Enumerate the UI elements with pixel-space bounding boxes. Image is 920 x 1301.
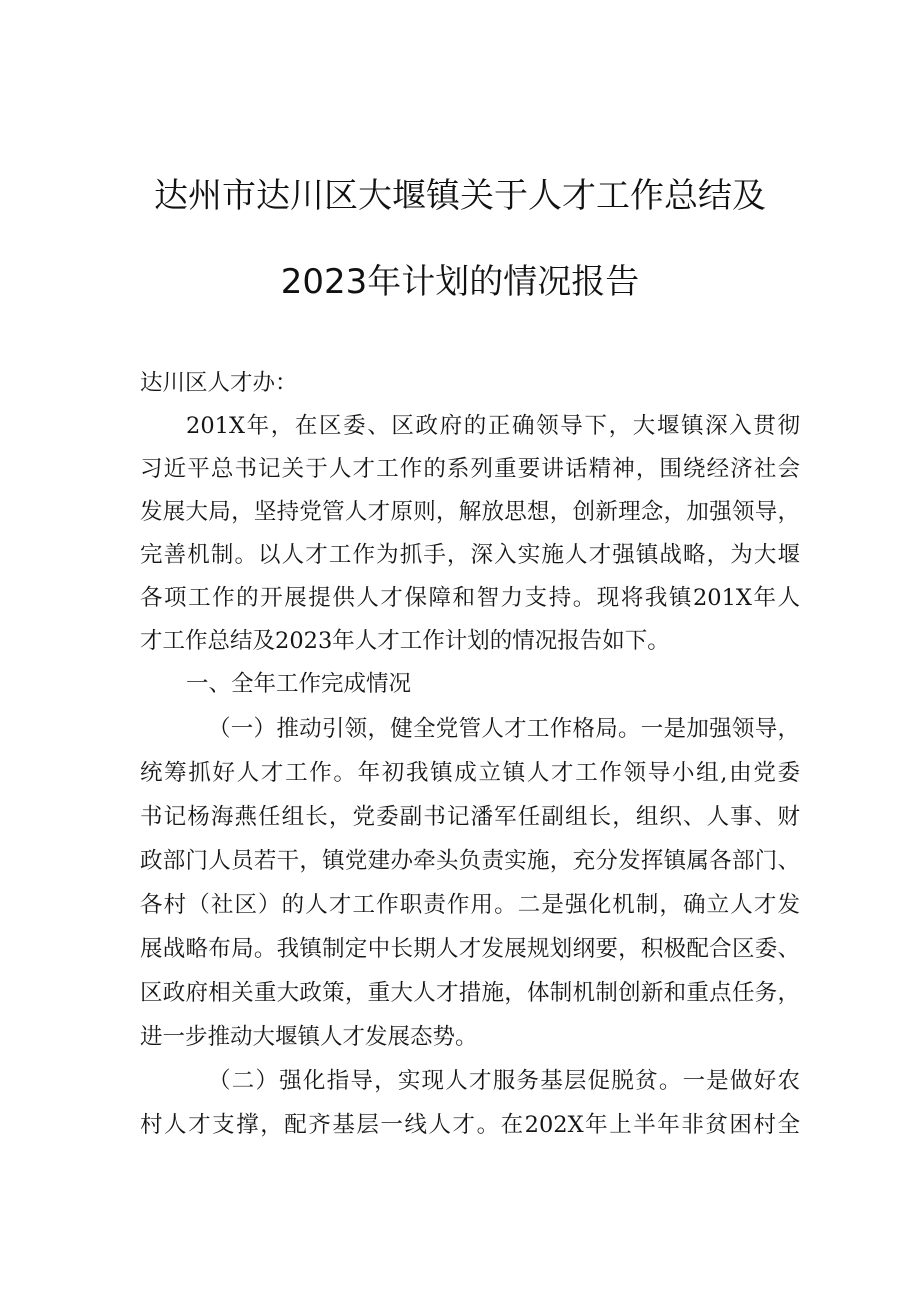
paragraph-line: 书记杨海燕任组长，党委副书记潘军任副组长，组织、人事、财	[140, 804, 800, 830]
paragraph-line: 201X年，在区委、区政府的正确领导下，大堰镇深入贯彻	[186, 413, 800, 439]
paragraph-line: 村人才支撑，配齐基层一线人才。在202X年上半年非贫困村全	[140, 1112, 800, 1138]
salutation: 达川区人才办：	[140, 370, 298, 396]
paragraph-line: 完善机制。以人才工作为抓手，深入实施人才强镇战略，为大堰	[140, 542, 800, 568]
document-title-line-2: 2023年计划的情况报告	[280, 262, 640, 302]
paragraph-line: （二）强化指导，实现人才服务基层促脱贫。一是做好农	[208, 1068, 800, 1094]
paragraph-line: 各村（社区）的人才工作职责作用。二是强化机制，确立人才发	[140, 892, 800, 918]
paragraph-line: 政部门人员若干，镇党建办牵头负责实施，充分发挥镇属各部门、	[140, 848, 800, 874]
section-heading: 一、全年工作完成情况	[186, 671, 412, 697]
paragraph-line: 才工作总结及2023年人才工作计划的情况报告如下。	[140, 628, 670, 654]
paragraph-line: 统筹抓好人才工作。年初我镇成立镇人才工作领导小组,由党委	[140, 760, 800, 786]
paragraph-line: （一）推动引领，健全党管人才工作格局。一是加强领导，	[208, 716, 800, 742]
paragraph-line: 进一步推动大堰镇人才发展态势。	[140, 1024, 478, 1050]
paragraph-line: 各项工作的开展提供人才保障和智力支持。现将我镇201X年人	[140, 585, 800, 611]
paragraph-line: 区政府相关重大政策，重大人才措施，体制机制创新和重点任务，	[140, 980, 800, 1006]
paragraph-line: 展战略布局。我镇制定中长期人才发展规划纲要，积极配合区委、	[140, 936, 800, 962]
paragraph-line: 习近平总书记关于人才工作的系列重要讲话精神，围绕经济社会	[140, 456, 800, 482]
document-title-line-1: 达州市达川区大堰镇关于人才工作总结及	[154, 176, 766, 216]
paragraph-line: 发展大局，坚持党管人才原则，解放思想，创新理念，加强领导，	[140, 499, 800, 525]
